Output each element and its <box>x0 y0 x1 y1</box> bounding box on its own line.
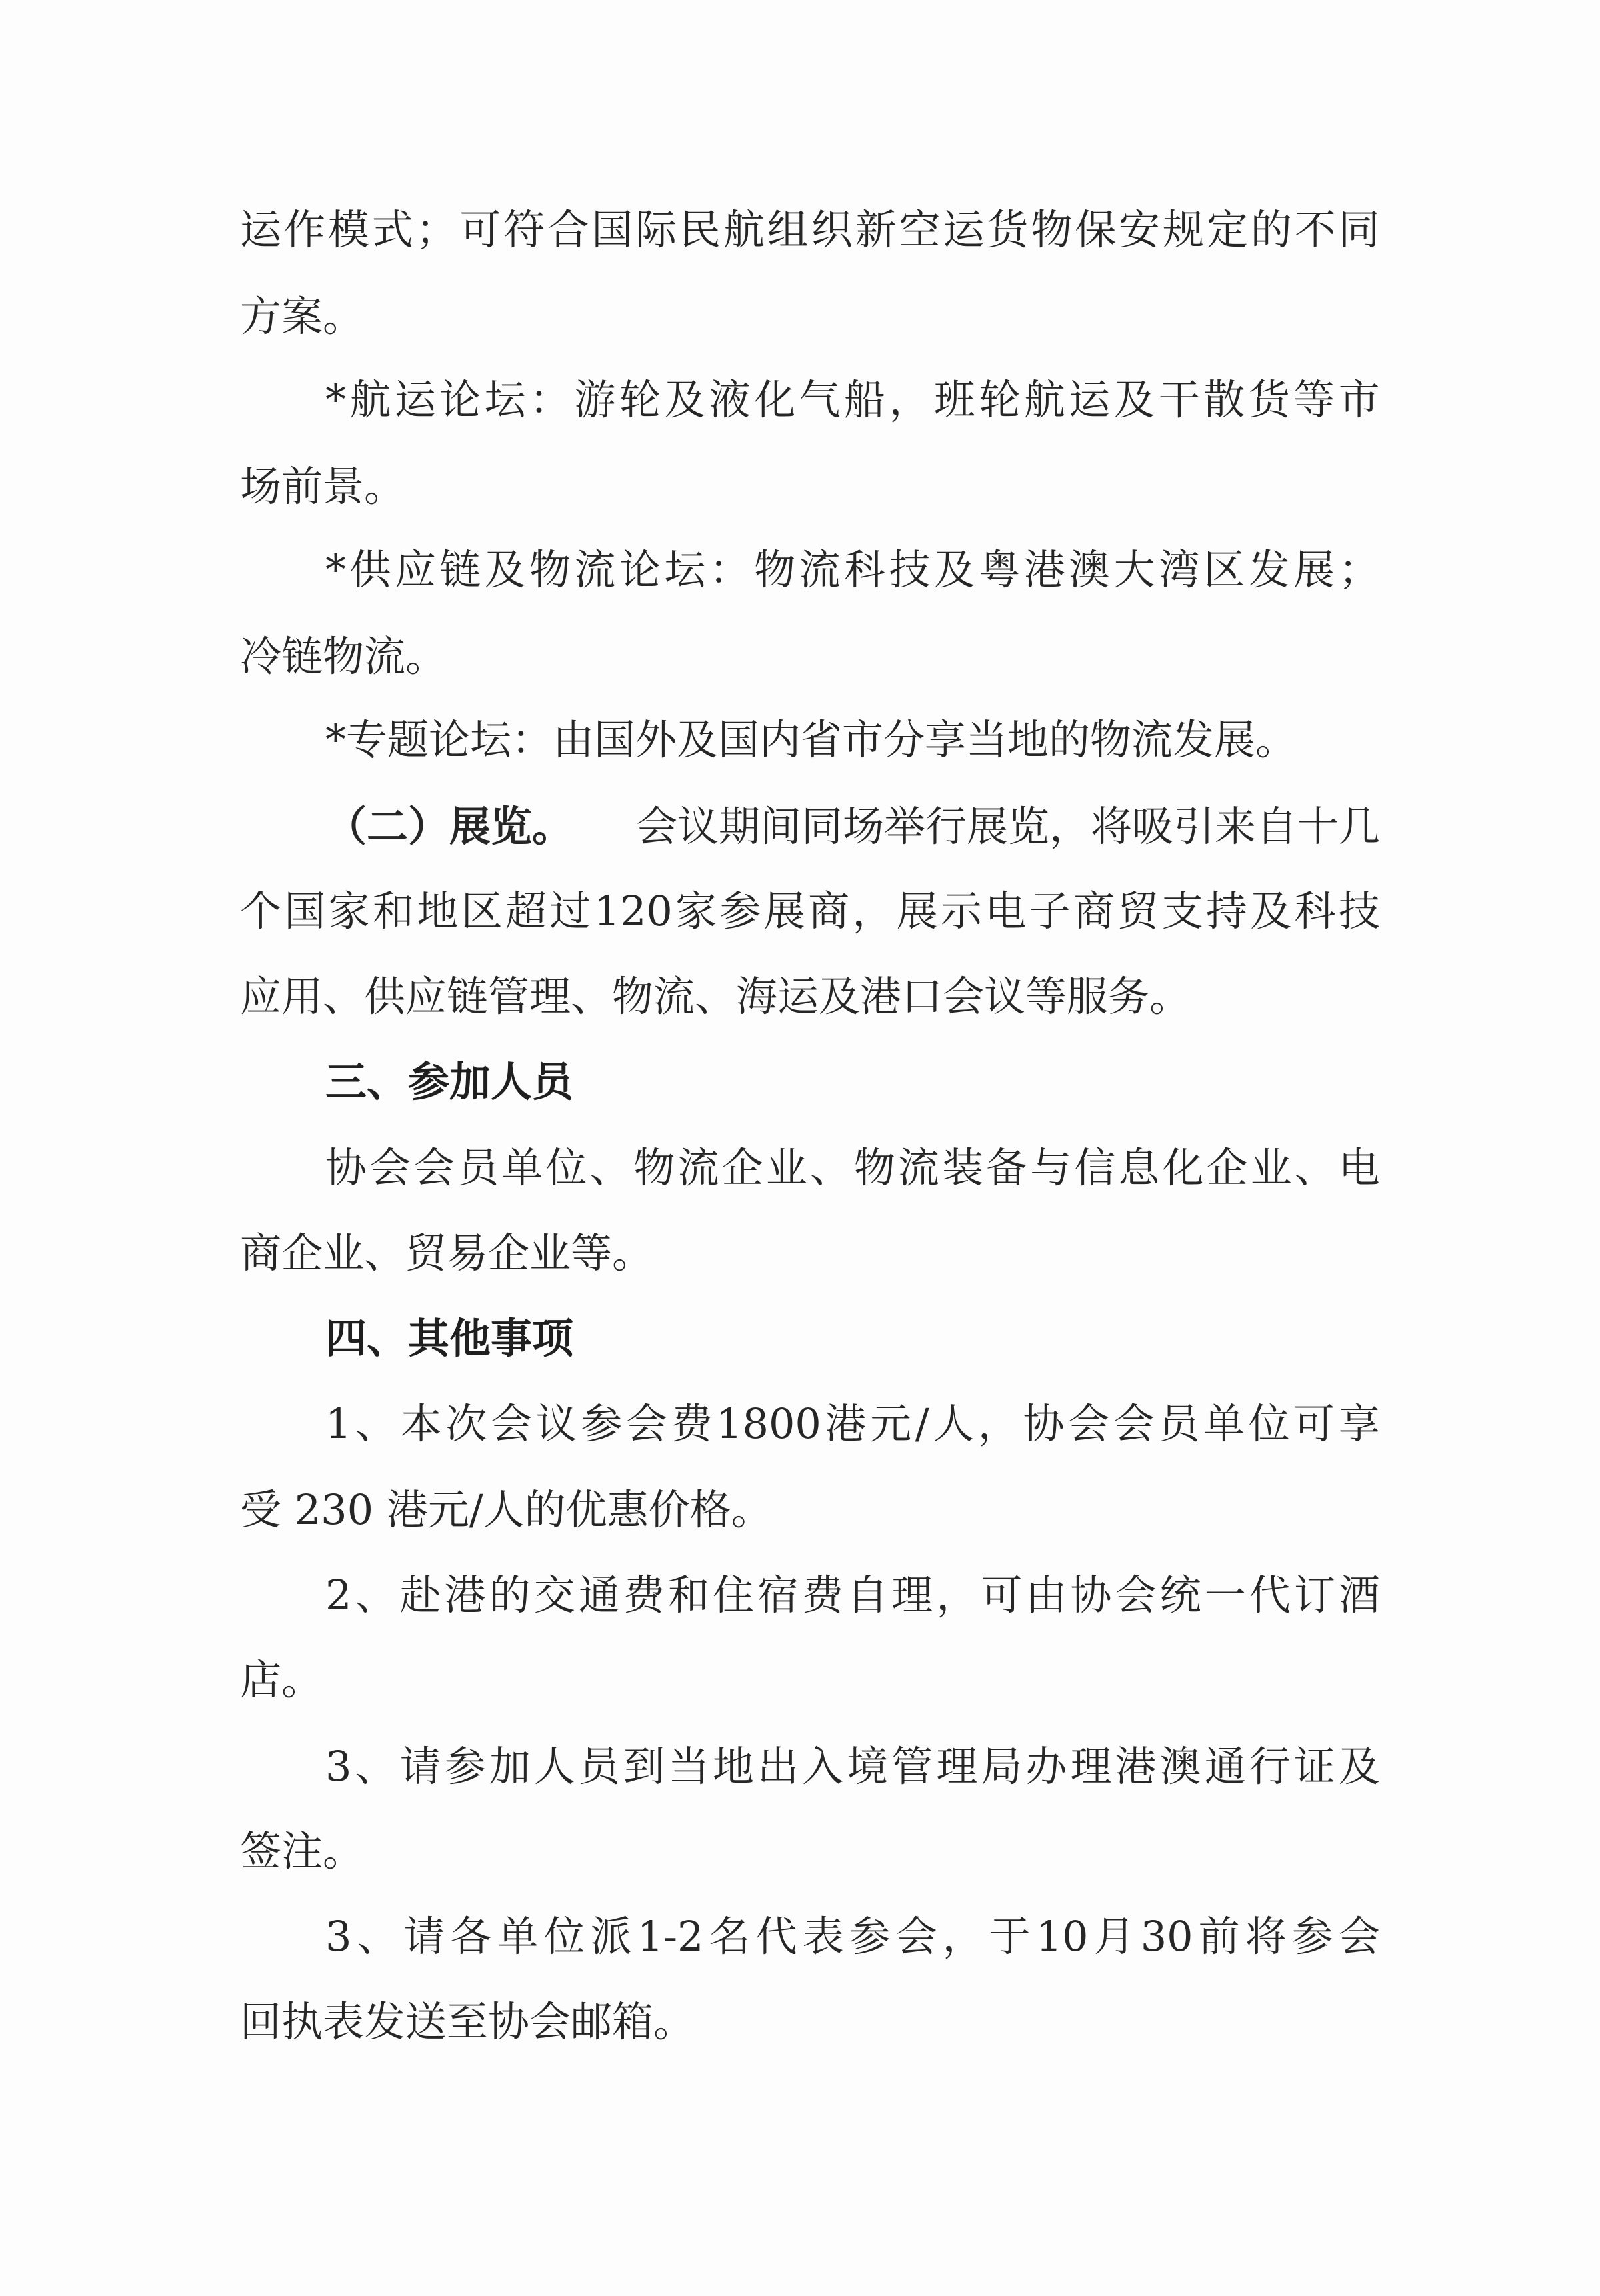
paragraph-3-line-1: * 供 应 链 及 物 流 论 坛 ： 物 流 科 技 及 粤 港 澳 大 湾 区 发 展 ； <box>325 545 1380 594</box>
exhibition-line-1-text: 会议期间同场举行展览，将吸引来自十几 <box>635 802 1380 851</box>
paragraph-5-line-3: 应用、供应链管理、物流、海运及港口会议等服务。 <box>240 972 1191 1021</box>
paragraph-8-line-2: 店。 <box>240 1655 323 1704</box>
exhibition-lead: （二）展览。 <box>325 802 574 851</box>
section-heading-participants: 三、参加人员 <box>325 1057 574 1106</box>
paragraph-10-line-2: 回执表发送至协会邮箱。 <box>240 1997 695 2046</box>
paragraph-1-line-2: 方案。 <box>240 292 365 341</box>
paragraph-7-line-1: 1 、 本 次 会 议 参 会 费 1800 港 元 / 人 ， 协 会 会 员 单 位 可 享 <box>325 1399 1380 1448</box>
paragraph-1-line-1: 运 作 模 式 ； 可 符 合 国 际 民 航 组 织 新 空 运 货 物 保 安 规 定 的 不 同 <box>240 205 1380 254</box>
paragraph-5-line-1 <box>325 800 1380 853</box>
paragraph-3-line-2: 冷链物流。 <box>240 632 447 681</box>
paragraph-2-line-2: 场前景。 <box>240 462 406 511</box>
paragraph-6-line-2: 商企业、贸易企业等。 <box>240 1229 654 1277</box>
section-heading-other-matters: 四、其他事项 <box>325 1314 574 1363</box>
paragraph-2-line-1: * 航 运 论 坛 ： 游 轮 及 液 化 气 船 ， 班 轮 航 运 及 干 散 货 等 市 <box>325 375 1380 424</box>
paragraph-9-line-1: 3 、 请 参 加 人 员 到 当 地 出 入 境 管 理 局 办 理 港 澳 通 行 证 及 <box>325 1742 1380 1791</box>
paragraph-4-line-1: *专题论坛：由国外及国内省市分享当地的物流发展。 <box>325 715 1297 764</box>
paragraph-8-line-1: 2 、 赴 港 的 交 通 费 和 住 宿 费 自 理 ， 可 由 协 会 统 一 代 订 酒 <box>325 1571 1380 1619</box>
paragraph-7-line-2: 受 230 港元/人的优惠价格。 <box>240 1485 773 1534</box>
paragraph-5-line-2: 个 国 家 和 地 区 超 过 120 家 参 展 商 ， 展 示 电 子 商 贸 支 持 及 科 技 <box>240 887 1380 935</box>
paragraph-10-line-1: 3 、 请 各 单 位 派 1-2 名 代 表 参 会 ， 于 10 月 30 前 将 参 会 <box>325 1912 1380 1961</box>
paragraph-9-line-2: 签注。 <box>240 1827 365 1875</box>
paragraph-6-line-1: 协 会 会 员 单 位 、 物 流 企 业 、 物 流 装 备 与 信 息 化 企 业 、 电 <box>325 1143 1380 1192</box>
